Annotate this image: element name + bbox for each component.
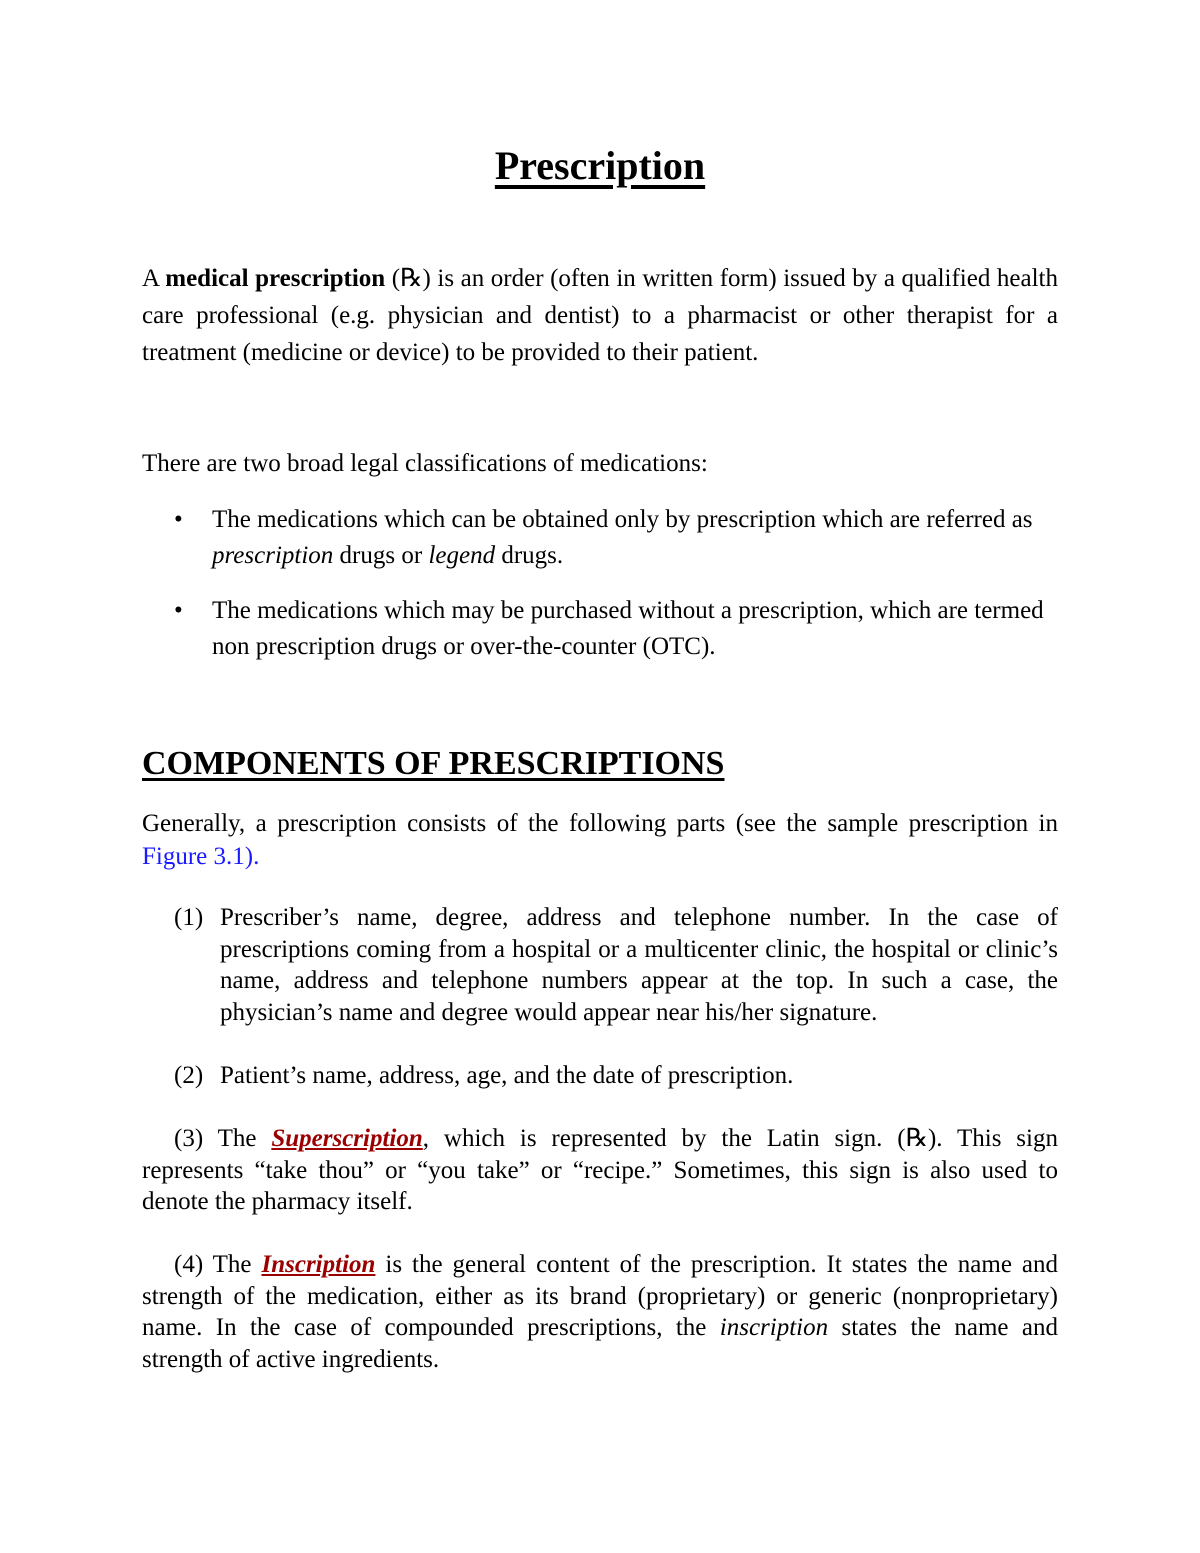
components-intro [142, 807, 1058, 873]
list-item [174, 1060, 1058, 1092]
bullet-text: The medications which may be purchased without a prescription, which are termed non prescription drugs or over-the-counter (OTC). [212, 597, 1044, 660]
item4-lead: (4) The [174, 1251, 262, 1278]
intro-paragraph [142, 260, 1058, 371]
list-item-number: (2) [174, 1062, 204, 1089]
item4-body: is the general content of the prescription. It states the name and strength of the medication, either as its brand (proprietary) or generic (nonproprietary) name. In the case of compounded prescriptions, the [142, 1251, 1058, 1341]
bullet-item-otc-drugs [142, 593, 1058, 665]
bullet-item-prescription-drugs [142, 502, 1058, 574]
bullet-text-part: The medications which can be obtained only by prescription which are referred as [212, 506, 1033, 533]
section-heading: COMPONENTS OF PRESCRIPTIONS [142, 745, 725, 782]
list-item-text: Prescriber’s name, degree, address and telephone number. In the case of prescriptions coming from a hospital or a multicenter clinic, the hospital or clinic’s name, address and telephone numbers appear at the top. In such a case, the physician’s name and degree would appear near his/her signature. [220, 904, 1058, 1026]
intro-bold-term: medical prescription [165, 265, 386, 292]
list-item-text: Patient’s name, address, age, and the date of prescription. [220, 1062, 794, 1089]
italic-term-inscription: inscription [719, 1314, 829, 1341]
list-item-number: (1) [174, 904, 204, 931]
item3-body: , which is represented by the Latin sign. (℞). This sign represents “take thou” or “you take” or “recipe.” Sometimes, this sign is also used to denote the pharmacy itself. [142, 1125, 1058, 1215]
bullet-text-part: drugs or [333, 542, 429, 569]
intro-body: (℞) is an order (often in written form) issued by a qualified health care professional (e.g. physician and dentist) to a pharmacist or other therapist for a treatment (medicine or device) to be provided to their patient. [142, 265, 1058, 366]
components-intro-text: Generally, a prescription consists of the following parts (see the sample prescription in [142, 810, 1058, 837]
italic-term-prescription: prescription [212, 542, 334, 569]
term-inscription: Inscription [261, 1251, 376, 1278]
figure-link[interactable]: Figure 3.1). [142, 843, 260, 870]
bullet-text-part: drugs. [495, 542, 564, 569]
page-title: Prescription [494, 143, 706, 188]
bullet-icon: • [174, 506, 183, 533]
bullet-text [212, 502, 1058, 574]
item4-tail: states the name and strength of active ingredients. [142, 1314, 1058, 1373]
bullet-icon: • [174, 597, 183, 624]
list-item-inscription [142, 1249, 1058, 1375]
list-item-superscription [142, 1123, 1058, 1218]
list-item [174, 902, 1058, 1028]
classifications-lead: There are two broad legal classifications of medications: [142, 450, 708, 477]
term-superscription: Superscription [271, 1125, 423, 1152]
item3-lead: (3) The [174, 1125, 272, 1152]
intro-article: A [142, 265, 166, 292]
italic-term-legend: legend [428, 542, 496, 569]
